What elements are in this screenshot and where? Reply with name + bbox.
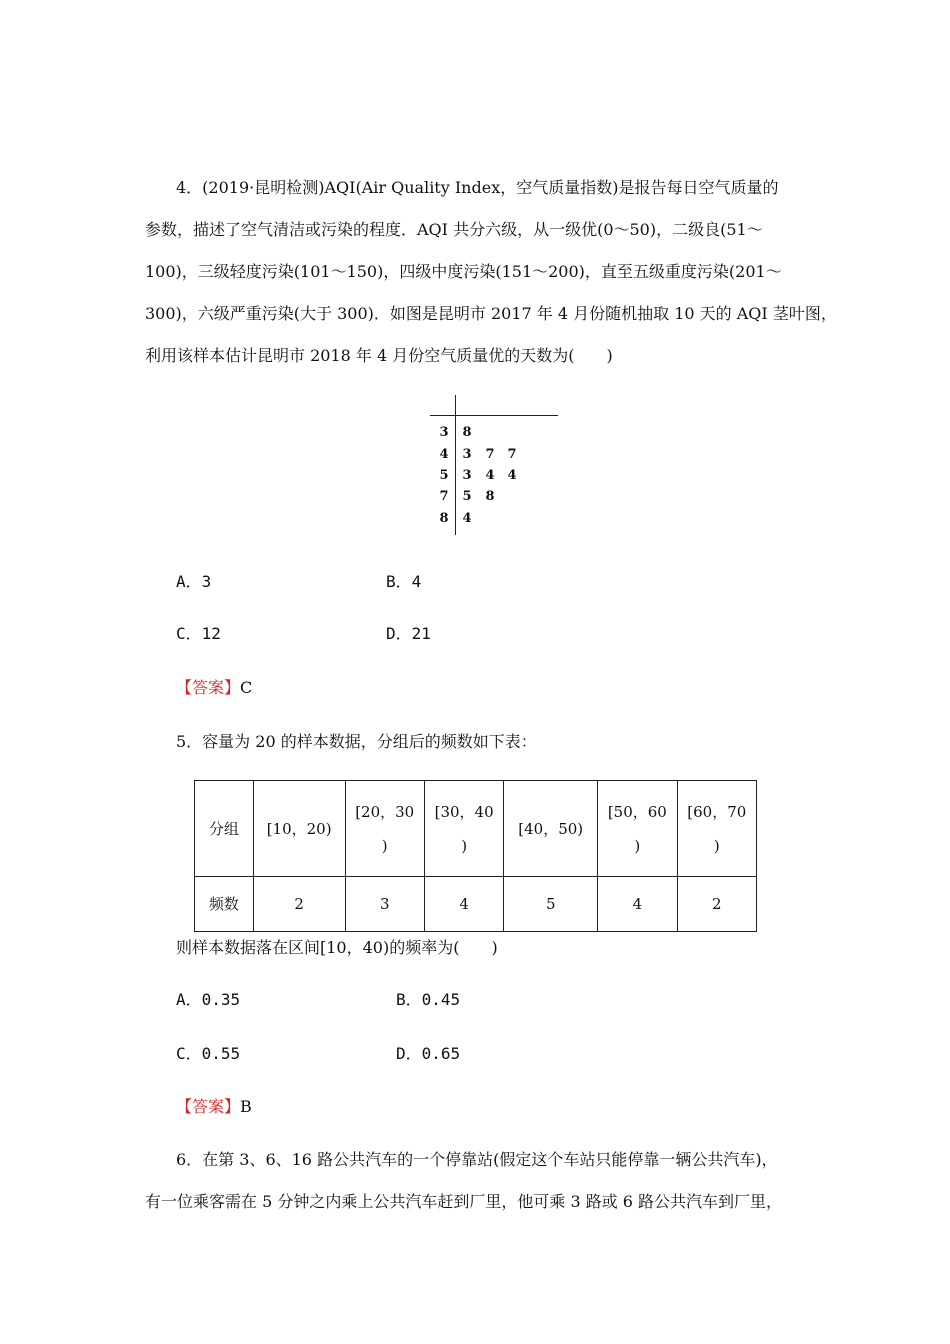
q4-line-5: 利用该样本估计昆明市 2018 年 4 月份空气质量优的天数为( ) [145,346,613,365]
table-row-groups [195,781,757,877]
q5-followup: 则样本数据落在区间[10，40)的频率为( ) [176,938,498,957]
leaf-value: 4 [462,511,472,526]
q4-option-d: D．21 [386,624,431,643]
q4-line-2: 参数，描述了空气清洁或污染的程度．AQI 共分六级，从一级优(0～50)，二级良(51～ [145,220,763,239]
table-cell: 3 [345,877,424,932]
stem-value: 5 [439,468,449,483]
leaf-value: 7 [485,447,495,462]
q5-option-c: C．0.55 [176,1044,241,1063]
table-cell: 2 [253,877,345,932]
answer-tag: 【答案】 [176,1097,241,1116]
table-cell: [60，70 ) [677,781,756,877]
q4-line-1: 4．(2019·昆明检测)AQI(Air Quality Index，空气质量指数)是报告每日空气质量的 [176,178,779,197]
stem-value: 3 [439,425,449,440]
answer-value: C [240,678,253,697]
leaf-value: 8 [462,425,472,440]
stem-and-leaf-plot [428,395,563,535]
q6-line-2: 有一位乘客需在 5 分钟之内乘上公共汽车赶到厂里，他可乘 3 路或 6 路公共汽车到厂里， [145,1192,783,1211]
q4-answer [176,678,252,698]
table-cell: [10，20) [253,781,345,877]
leaf-value: 4 [485,468,495,483]
q5-option-d: D．0.65 [396,1044,461,1063]
stem-value: 4 [439,447,449,462]
frequency-table [194,780,757,932]
table-cell: [50，60 ) [598,781,677,877]
q4-line-4: 300)，六级严重污染(大于 300)．如图是昆明市 2017 年 4 月份随机抽取 10 天的 AQI 茎叶图， [145,304,837,323]
leaf-value: 8 [485,489,495,504]
stem-leaf-divider [455,395,456,535]
leaf-value: 7 [507,447,517,462]
leaf-value: 4 [507,468,517,483]
q4-line-3: 100)，三级轻度污染(101～150)，四级中度污染(151～200)，直至五级重度污染(201～ [145,262,782,281]
stem-leaf-header-line [430,415,558,416]
q4-option-b: B．4 [386,572,422,591]
table-cell: [40，50) [504,781,598,877]
q5-option-a: A．0.35 [176,990,241,1009]
table-cell: 4 [598,877,677,932]
answer-tag: 【答案】 [176,678,241,697]
table-cell: [30，40 ) [424,781,503,877]
leaf-value: 5 [462,489,472,504]
q5-answer [176,1097,252,1117]
answer-value: B [240,1097,252,1116]
table-cell: 2 [677,877,756,932]
q4-option-a: A．3 [176,572,212,591]
table-cell: [20，30 ) [345,781,424,877]
q4-option-c: C．12 [176,624,221,643]
q5-option-b: B．0.45 [396,990,461,1009]
table-cell: 5 [504,877,598,932]
table-header-cell: 频数 [195,877,254,932]
table-header-cell: 分组 [195,781,254,877]
leaf-value: 3 [462,447,472,462]
table-row-counts [195,877,757,932]
stem-value: 8 [439,511,449,526]
stem-value: 7 [439,489,449,504]
leaf-value: 3 [462,468,472,483]
table-cell: 4 [424,877,503,932]
q6-line-1: 6．在第 3、6、16 路公共汽车的一个停靠站(假定这个车站只能停靠一辆公共汽车)， [176,1150,778,1169]
q5-question: 5．容量为 20 的样本数据，分组后的频数如下表： [176,732,537,751]
